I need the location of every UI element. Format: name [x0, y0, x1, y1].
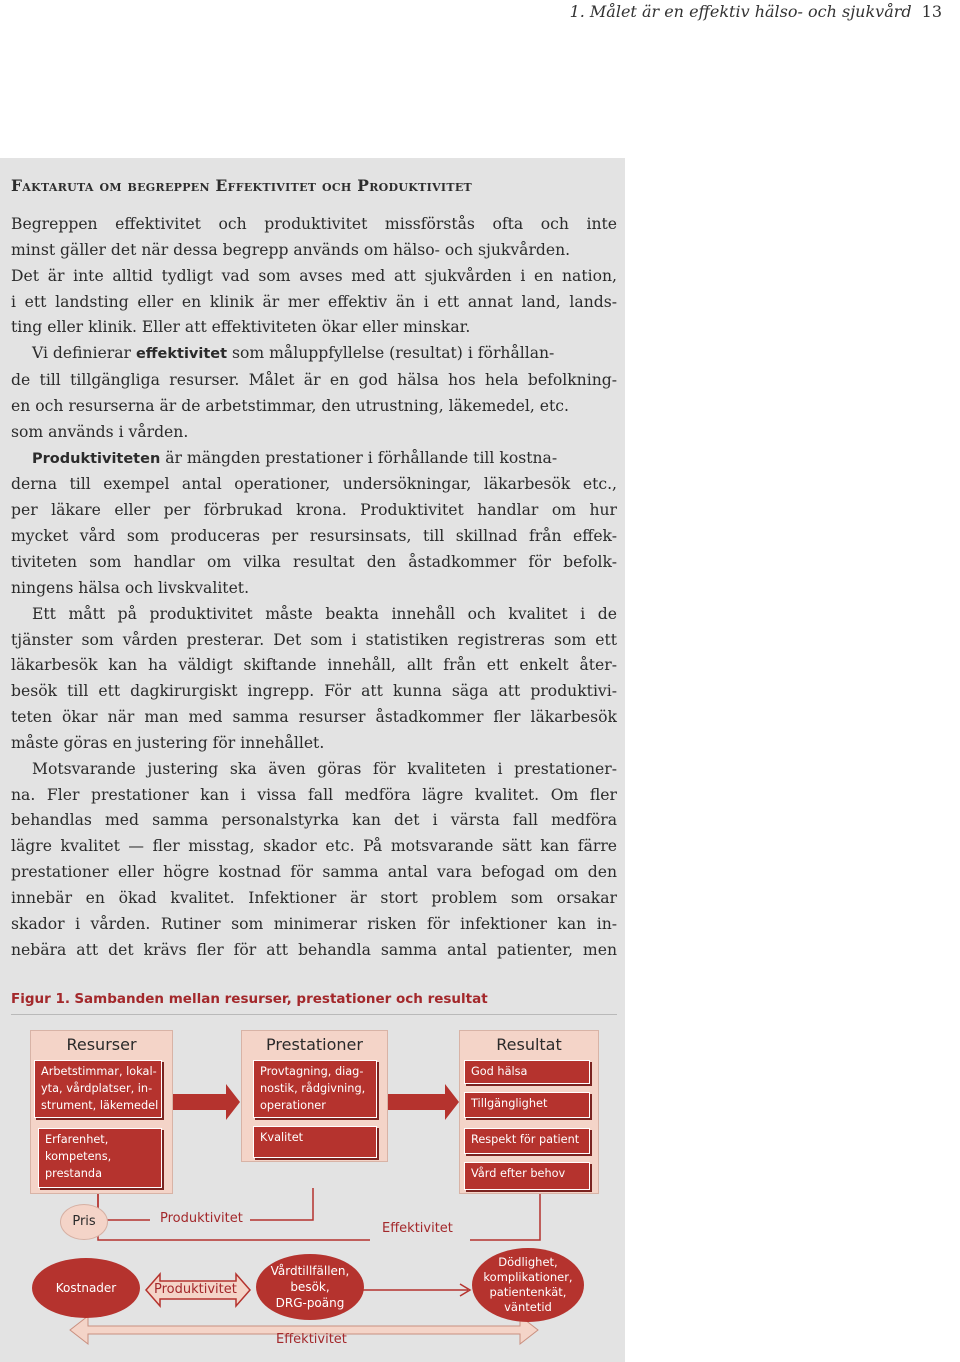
text-line: Det är inte alltid tydligt vad som avses med att sjukvården i en nation,: [11, 266, 617, 285]
running-title: 1. Målet är en effektiv hälso- och sjukvård: [569, 2, 912, 21]
text-line: lägre kvalitet — fler misstag, skador etc. På motsvarande sätt kan färre: [11, 837, 617, 856]
arrow-resurser-to-prestationer: [172, 1084, 240, 1120]
text-line: tjänster som vården presterar. Det som i statistiken registreras som ett: [11, 630, 617, 649]
resultat-item-respekt: [464, 1128, 590, 1154]
label-produktivitet-arrow: Produktivitet: [154, 1282, 237, 1297]
text-line: innebär en ökad kvalitet. Infektioner är stort problem som orsakar: [11, 888, 617, 907]
item-line: Tillgänglighet: [471, 1097, 548, 1110]
item-line: Erfarenhet,: [45, 1133, 109, 1146]
text-line: en och resurserna är de arbetstimmar, den utrustning, läkemedel, etc.: [11, 396, 569, 415]
def2-post: är mängden prestationer i förhållande till kostna-: [160, 448, 558, 467]
text-line: Motsvarande justering ska även göras för kvaliteten i prestationer-: [32, 759, 617, 778]
text-line: besök till ett dagkirurgiskt ingrepp. För att kunna säga att produktivi-: [11, 682, 617, 701]
text-line: läkarbesök kan ha väldigt skiftande innehåll, allt från ett enkelt åter-: [11, 656, 617, 675]
prestationer-item-kvalitet: [253, 1126, 377, 1158]
item-line: Respekt för patient: [471, 1133, 580, 1146]
item-line: prestanda: [45, 1167, 103, 1180]
label-effektivitet-bottom: Effektivitet: [276, 1332, 347, 1347]
def1-post: som måluppfyllelse (resultat) i förhållan-: [227, 344, 555, 363]
label-produktivitet-top: Produktivitet: [160, 1211, 243, 1226]
term-produktiviteten: Produktiviteten: [32, 450, 161, 467]
vard-line: Vårdtillfällen,: [270, 1264, 350, 1278]
text-line: derna till exempel antal operationer, undersökningar, läkarbesök etc.,: [11, 475, 617, 494]
resurser-item-arbetstimmar: [34, 1060, 162, 1118]
pris-label: Pris: [72, 1214, 96, 1229]
item-line: nostik, rådgivning,: [260, 1082, 366, 1095]
arrow-prestationer-to-resultat: [387, 1084, 459, 1120]
item-line: kompetens,: [45, 1150, 112, 1163]
ellipse-kostnader: [32, 1258, 140, 1318]
dod-line: väntetid: [504, 1300, 552, 1314]
figure-title: Sambanden mellan resurser, prestationer och resultat: [74, 991, 488, 1007]
text-line: måste göras en justering för innehållet.: [11, 733, 325, 752]
item-line: Provtagning, diag-: [260, 1065, 364, 1078]
ellipse-dodlighet: [472, 1248, 584, 1322]
term-effektivitet: effektivitet: [135, 346, 228, 363]
item-line: strument, läkemedel: [41, 1099, 159, 1112]
figure-label: Figur 1.: [11, 991, 71, 1007]
item-line: Arbetstimmar, lokal-: [41, 1065, 157, 1078]
text-line: mycket vård som produceras per resursinsats, till skillnad från effek-: [11, 527, 617, 546]
kostnader-label: Kostnader: [55, 1281, 117, 1295]
panel-title-prestationer: Prestationer: [266, 1035, 363, 1054]
item-line: Kvalitet: [260, 1131, 304, 1144]
def1-pre: Vi definierar: [32, 344, 136, 363]
item-line: God hälsa: [471, 1065, 528, 1078]
text-line: de till tillgängliga resurser. Målet är en god hälsa hos hela befolkning-: [11, 371, 617, 390]
text-line: i ett landsting eller en klinik är mer effektiv än i ett annat land, lands-: [11, 292, 617, 311]
ellipse-vardtillfallen: [256, 1254, 364, 1320]
label-effektivitet-top: Effektivitet: [382, 1221, 453, 1236]
text-line: teten ökar när man med samma resurser åstadkommer fler läkarbesök: [11, 708, 617, 727]
item-line: yta, vårdplatser, in-: [41, 1082, 153, 1095]
text-line: behandlas med samma personalstyrka kan det i värsta fall medföra: [11, 811, 617, 830]
item-line: Vård efter behov: [471, 1167, 566, 1180]
factbox-title: Faktaruta om begreppen Effektivitet och Produktivitet: [11, 176, 473, 195]
page-number: 13: [921, 2, 942, 21]
text-line: skador i vården. Rutiner som minimerar risken för infektioner kan in-: [11, 914, 617, 933]
text-line: Ett mått på produktivitet måste beakta innehåll och kvalitet i de: [32, 604, 617, 623]
text-line: som används i vården.: [11, 422, 189, 441]
vard-line: besök,: [290, 1280, 330, 1294]
dod-line: Dödlighet,: [498, 1255, 558, 1269]
text-line: per läkare eller per förbrukad krona. Produktivitet handlar om hur: [11, 501, 617, 520]
text-line: prestationer eller högre kostnad för samma antal vara befogad om den: [11, 863, 617, 882]
panel-title-resurser: Resurser: [66, 1035, 137, 1054]
resultat-item-vard-efter-behov: [464, 1162, 590, 1190]
text-line: nebära att det krävs fler för att behandla samma antal patienter, men: [11, 940, 617, 959]
panel-title-resultat: Resultat: [496, 1035, 562, 1054]
text-line: na. Fler prestationer kan i vissa fall medföra lägre kvalitet. Om fler: [11, 785, 617, 804]
item-line: operationer: [260, 1099, 326, 1112]
vard-line: DRG-poäng: [275, 1296, 345, 1310]
text-line: tiviteten som handlar om vilka resultat den åstadkommer för befolk-: [11, 552, 617, 571]
resultat-item-tillganglighet: [464, 1092, 590, 1118]
text-line: minst gäller det när dessa begrepp används om hälso- och sjukvården.: [11, 240, 571, 259]
prestationer-item-provtagning: [253, 1060, 377, 1118]
resurser-item-erfarenhet: [38, 1128, 162, 1188]
dod-line: komplikationer,: [483, 1270, 573, 1284]
ellipse-pris: [60, 1204, 108, 1240]
resultat-item-god-halsa: [464, 1060, 590, 1084]
text-line: ningens hälsa och livskvalitet.: [11, 578, 250, 597]
text-line: ting eller klinik. Eller att effektiviteten ökar eller minskar.: [11, 318, 471, 337]
dod-line: patientenkät,: [489, 1285, 567, 1299]
text-line: Begreppen effektivitet och produktivitet missförstås ofta och inte: [11, 215, 617, 233]
